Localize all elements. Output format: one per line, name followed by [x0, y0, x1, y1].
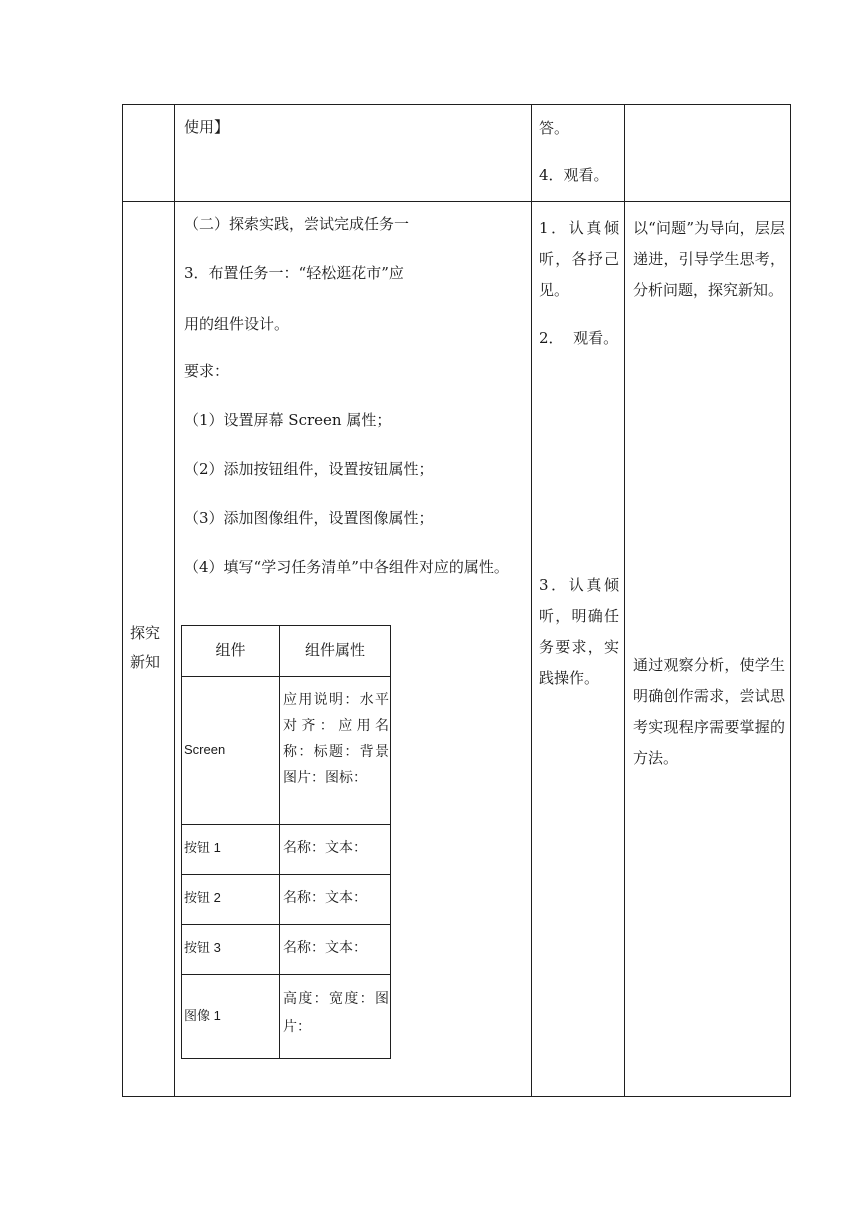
inner-row-divider-3	[181, 924, 391, 925]
component-image-1: 图像 1	[184, 1008, 221, 1023]
table-right-border	[790, 104, 791, 1097]
task-line-2: 用的组件设计。	[184, 315, 290, 333]
inner-header-properties: 组件属性	[304, 641, 365, 659]
button-2-properties: 名称：文本：	[283, 890, 367, 906]
screen-properties: 应用说明：水平对齐：应用名称：标题：背景图片：图标：	[283, 692, 389, 786]
requirement-3: （3）添加图像组件，设置图像属性；	[184, 509, 434, 527]
button-1-properties: 名称：文本：	[283, 840, 367, 856]
student-continued-line-2: 4．观看。	[539, 166, 609, 184]
design-intent-2: 通过观察分析，使学生明确创作需求，尝试思考实现程序需要掌握的方法。	[633, 656, 785, 767]
inner-table-right	[390, 625, 391, 1059]
design-intent-1: 以“问题”为导向，层层递进，引导学生思考，分析问题，探究新知。	[633, 219, 785, 299]
student-activity-1: 1．认真倾听，各抒己见。	[539, 219, 619, 299]
component-screen: Screen	[184, 742, 226, 757]
inner-row-divider-4	[181, 974, 391, 975]
image-1-properties: 高度：宽度：图片：	[283, 991, 389, 1035]
student-activity-2: 2． 观看。	[539, 329, 619, 347]
requirements-label: 要求：	[184, 362, 230, 380]
inner-header-divider	[181, 676, 391, 677]
teacher-continued-text: 使用】	[184, 118, 230, 136]
column-divider-3	[624, 104, 625, 1097]
column-divider-1	[174, 104, 175, 1097]
row-divider	[122, 201, 791, 202]
inner-table-left	[181, 625, 182, 1059]
requirement-2: （2）添加按钮组件，设置按钮属性；	[184, 460, 434, 478]
table-top-border	[122, 104, 791, 105]
stage-label: 探究新知	[130, 624, 161, 671]
inner-row-divider-1	[181, 824, 391, 825]
inner-table-top	[181, 625, 391, 626]
inner-table-bottom	[181, 1058, 391, 1059]
requirement-4: （4）填写“学习任务清单”中各组件对应的属性。	[184, 558, 509, 576]
component-button-3: 按钮 3	[184, 940, 221, 955]
student-activity-3: 3．认真倾听，明确任务要求，实践操作。	[539, 576, 619, 687]
requirement-1: （1）设置屏幕 Screen 属性；	[184, 411, 392, 429]
table-bottom-border	[122, 1096, 791, 1097]
inner-row-divider-2	[181, 874, 391, 875]
table-left-border	[122, 104, 123, 1097]
column-divider-2	[531, 104, 532, 1097]
button-3-properties: 名称：文本：	[283, 940, 367, 956]
inner-table-mid	[279, 625, 280, 1059]
inner-header-component: 组件	[215, 641, 246, 659]
task-line-1: 3．布置任务一：“轻松逛花市”应	[184, 264, 404, 282]
section-heading: （二）探索实践，尝试完成任务一	[184, 215, 410, 233]
student-continued-line-1: 答。	[539, 119, 570, 137]
component-button-2: 按钮 2	[184, 890, 221, 905]
component-button-1: 按钮 1	[184, 840, 221, 855]
